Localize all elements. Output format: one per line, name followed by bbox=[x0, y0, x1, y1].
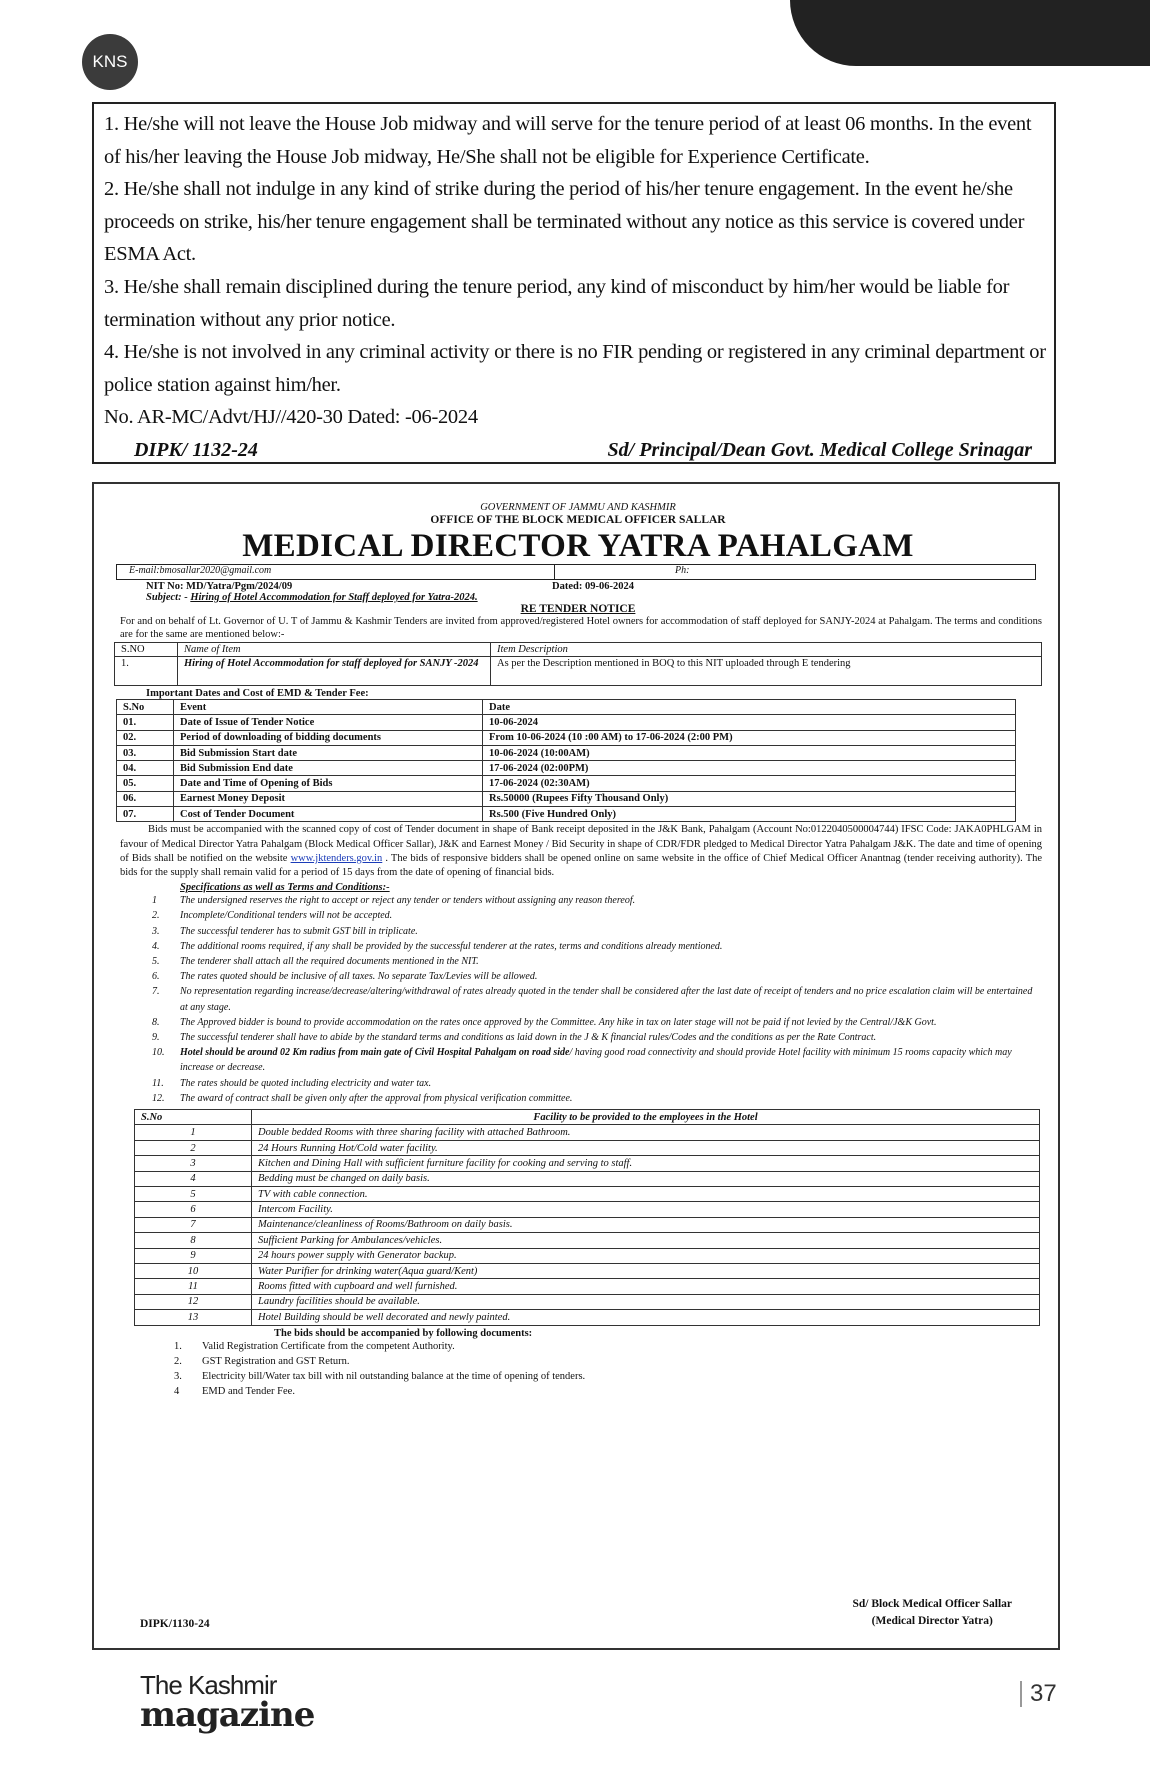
facility-sno: 11 bbox=[135, 1279, 252, 1294]
subject-line bbox=[114, 592, 1042, 603]
signature-line-2: (Medical Director Yatra) bbox=[871, 1615, 993, 1627]
bids-text-a: Bids must be accompanied with the scanned copy of cost of Tender document in shape of Bank receipt deposited in the J&K Bank, Pahalgam (Account No:0122040500004744) IFSC Code: JAKA0PHLGAM in favour of Medical Director Yatra Pahalgam (Block Medical Officer Sallar), J&K and Earnest Money / Bid Security in shape of CDR/FDR pledged to Medical Director Yatra Pahalgam J&K. The date and time of opening of Bids shall be notified on the website bbox=[120, 824, 1042, 864]
reference-line: No. AR-MC/Advt/HJ//420-30 Dated: -06-2024 bbox=[104, 406, 478, 429]
spec-text: Incomplete/Conditional tenders will not be accepted. bbox=[180, 910, 393, 922]
item-sno: 1. bbox=[115, 657, 178, 686]
dates-cell: Bid Submission End date bbox=[174, 761, 483, 776]
facility-sno: 12 bbox=[135, 1294, 252, 1309]
facility-header-sno: S.No bbox=[135, 1110, 252, 1125]
dipk-number: DIPK/ 1132-24 bbox=[134, 438, 258, 461]
facility-sno: 1 bbox=[135, 1125, 252, 1140]
government-heading: GOVERNMENT OF JAMMU AND KASHMIR bbox=[480, 502, 676, 513]
spec-number: 2. bbox=[152, 910, 160, 922]
doc-number: 3. bbox=[174, 1370, 182, 1382]
spec-text-wrap bbox=[180, 893, 635, 908]
table-row bbox=[135, 1248, 1040, 1263]
facility-desc: Kitchen and Dining Hall with sufficient furniture facility for cooking and serving to staff. bbox=[252, 1156, 1040, 1171]
dates-cell: From 10-06-2024 (10 :00 AM) to 17-06-2024 (2:00 PM) bbox=[483, 730, 1016, 745]
table-row bbox=[135, 1279, 1040, 1294]
spec-text: No representation regarding increase/decrease/altering/withdrawal of rates already quoted in the tender shall be considered after the last date of receipt of tenders and no price escalation claim will be entertained at any stage. bbox=[180, 986, 1033, 1013]
table-row bbox=[117, 745, 1016, 760]
email-text: E-mail:bmosallar2020@gmail.com bbox=[117, 565, 555, 579]
facility-sno: 3 bbox=[135, 1156, 252, 1171]
spec-item bbox=[152, 1045, 1042, 1075]
signature-line-1: Sd/ Block Medical Officer Sallar bbox=[852, 1598, 1012, 1610]
spec-text-wrap bbox=[180, 1030, 876, 1045]
doc-item bbox=[174, 1369, 1042, 1384]
item-table bbox=[114, 642, 1042, 686]
facility-sno: 4 bbox=[135, 1171, 252, 1186]
table-row bbox=[117, 730, 1016, 745]
item-header-desc: Item Description bbox=[491, 643, 1042, 657]
spec-bold-text: Hotel should be around 02 Km radius from main gate of Civil Hospital Pahalgam on road side bbox=[180, 1047, 570, 1059]
spec-text: The tenderer shall attach all the required documents mentioned in the NIT. bbox=[180, 956, 479, 967]
dates-cell: Rs.50000 (Rupees Fifty Thousand Only) bbox=[483, 791, 1016, 806]
brand-line-1: The Kashmir bbox=[140, 1670, 277, 1700]
table-row bbox=[135, 1294, 1040, 1309]
doc-number: 4 bbox=[174, 1385, 180, 1397]
tender-notice bbox=[92, 482, 1060, 1650]
dates-cell: Bid Submission Start date bbox=[174, 745, 483, 760]
facility-desc: Double bedded Rooms with three sharing facility with attached Bathroom. bbox=[252, 1125, 1040, 1140]
dates-cell: 03. bbox=[117, 745, 174, 760]
spec-item bbox=[152, 954, 1042, 969]
spec-item bbox=[152, 984, 1042, 1014]
facility-sno: 10 bbox=[135, 1263, 252, 1278]
dates-cell: 10-06-2024 bbox=[483, 715, 1016, 730]
dates-cell: 10-06-2024 (10:00AM) bbox=[483, 745, 1016, 760]
subject-text: Hiring of Hotel Accommodation for Staff deployed for Yatra-2024. bbox=[190, 592, 478, 603]
spec-number: 11. bbox=[152, 1077, 164, 1089]
spec-text: The additional rooms required, if any shall be provided by the successful tenderer at the rates, terms and conditions already mentioned. bbox=[180, 940, 723, 952]
spec-number: 5. bbox=[152, 956, 160, 967]
spec-text: The successful tenderer shall have to abide by the standard terms and conditions as laid down in the J & K financial rules/Codes and the conditions as per the Rate Contract. bbox=[180, 1032, 877, 1044]
dates-cell: 07. bbox=[117, 807, 174, 822]
page-number: 37 bbox=[1020, 1681, 1057, 1707]
doc-text: Electricity bill/Water tax bill with nil outstanding balance at the time of opening of tenders. bbox=[202, 1370, 586, 1382]
spec-number: 1 bbox=[152, 895, 157, 907]
spec-text-wrap bbox=[180, 969, 537, 984]
spec-text: The undersigned reserves the right to accept or reject any tender or tenders without assigning any reason thereof. bbox=[180, 895, 636, 907]
facility-desc: Maintenance/cleanliness of Rooms/Bathroom on daily basis. bbox=[252, 1217, 1040, 1232]
spec-text-wrap bbox=[180, 1045, 1042, 1075]
dates-cell: 04. bbox=[117, 761, 174, 776]
spec-number: 6. bbox=[152, 971, 160, 983]
table-row bbox=[117, 715, 1016, 730]
contact-bar bbox=[116, 564, 1036, 580]
spec-text-wrap bbox=[180, 954, 479, 969]
spec-text-wrap bbox=[180, 1076, 431, 1091]
item-header-name: Name of Item bbox=[178, 643, 491, 657]
doc-number: 2. bbox=[174, 1355, 182, 1367]
table-row bbox=[135, 1233, 1040, 1248]
notice-paragraph: 1. He/she will not leave the House Job midway and will serve for the tenure period of at least 06 months. In the event of his/her leaving the House Job midway, He/She shall not be eligible for Experience Certificate. bbox=[104, 113, 1032, 168]
house-job-notice bbox=[92, 102, 1056, 464]
nit-date: Dated: 09-06-2024 bbox=[552, 581, 634, 592]
spec-item bbox=[152, 1030, 1042, 1045]
spec-text: The rates should be quoted including electricity and water tax. bbox=[180, 1077, 432, 1089]
dates-heading: Important Dates and Cost of EMD & Tender Fee: bbox=[146, 688, 369, 699]
tender-dipk: DIPK/1130-24 bbox=[140, 1618, 210, 1630]
table-row bbox=[135, 1186, 1040, 1201]
item-name: Hiring of Hotel Accommodation for staff deployed for SANJY -2024 bbox=[178, 657, 491, 686]
corner-decoration bbox=[790, 0, 1150, 66]
dates-cell: 02. bbox=[117, 730, 174, 745]
doc-item bbox=[174, 1384, 1042, 1399]
dates-cell: 17-06-2024 (02:00PM) bbox=[483, 761, 1016, 776]
spec-text: The successful tenderer has to submit GST bill in triplicate. bbox=[180, 925, 418, 937]
table-row bbox=[135, 1171, 1040, 1186]
dates-header-row bbox=[117, 700, 1016, 715]
dates-cell: Date and Time of Opening of Bids bbox=[174, 776, 483, 791]
table-row bbox=[135, 1140, 1040, 1155]
table-row bbox=[135, 1202, 1040, 1217]
bids-text-b: . The bids of responsive bidders shall be opened online on same website in the office of Chief Medical Officer Anantnag (tender receiving authority). The bids for the supply shall remain valid for a period of 15 days from the date of opening of financial bids. bbox=[120, 852, 1043, 878]
spec-text-wrap bbox=[180, 1015, 936, 1030]
spec-item bbox=[152, 1091, 1042, 1106]
notice-paragraphs bbox=[104, 108, 1046, 401]
spec-item bbox=[152, 893, 1042, 908]
spec-item bbox=[152, 939, 1042, 954]
specs-heading: Specifications as well as Terms and Conditions:- bbox=[180, 882, 390, 894]
dates-cell: Cost of Tender Document bbox=[174, 807, 483, 822]
spec-text: The rates quoted should be inclusive of all taxes. No separate Tax/Levies will be allowed. bbox=[180, 971, 538, 983]
notice-paragraph: 4. He/she is not involved in any criminal activity or there is no FIR pending or registered in any criminal department or police station against him/her. bbox=[104, 341, 1046, 396]
dates-cell: Rs.500 (Five Hundred Only) bbox=[483, 807, 1016, 822]
facility-desc: Bedding must be changed on daily basis. bbox=[252, 1171, 1040, 1186]
spec-item bbox=[152, 1015, 1042, 1030]
table-row bbox=[135, 1263, 1040, 1278]
bmo-signature bbox=[853, 1596, 1013, 1630]
magazine-logo bbox=[140, 1670, 315, 1735]
facility-sno: 13 bbox=[135, 1310, 252, 1325]
dates-cell: 17-06-2024 (02:30AM) bbox=[483, 776, 1016, 791]
facility-sno: 8 bbox=[135, 1233, 252, 1248]
table-row bbox=[117, 776, 1016, 791]
spec-number: 12. bbox=[152, 1092, 165, 1104]
spec-text-wrap bbox=[180, 1091, 572, 1106]
table-row bbox=[135, 1217, 1040, 1232]
facility-desc: Intercom Facility. bbox=[252, 1202, 1040, 1217]
specs-list bbox=[114, 893, 1042, 1106]
kns-logo: KNS bbox=[82, 34, 138, 90]
spec-number: 3. bbox=[152, 925, 160, 937]
spec-number: 8. bbox=[152, 1016, 160, 1028]
spec-item bbox=[152, 969, 1042, 984]
phone-text: Ph: bbox=[675, 565, 690, 576]
item-header-sno: S.NO bbox=[115, 643, 178, 657]
facility-desc: Rooms fitted with cupboard and well furnished. bbox=[252, 1279, 1040, 1294]
nit-number: NIT No: MD/Yatra/Pgm/2024/09 bbox=[146, 581, 293, 592]
dates-cell: 01. bbox=[117, 715, 174, 730]
spec-text-wrap bbox=[180, 924, 418, 939]
facility-desc: Water Purifier for drinking water(Aqua guard/Kent) bbox=[252, 1263, 1040, 1278]
facility-desc: 24 Hours Running Hot/Cold water facility. bbox=[252, 1140, 1040, 1155]
docs-list bbox=[114, 1339, 1042, 1399]
spec-text-wrap bbox=[180, 984, 1042, 1014]
nit-row bbox=[114, 581, 1042, 592]
facility-sno: 7 bbox=[135, 1217, 252, 1232]
dates-header-cell: Event bbox=[174, 700, 483, 715]
table-row bbox=[117, 761, 1016, 776]
spec-number: 10. bbox=[152, 1047, 165, 1059]
spec-item bbox=[152, 1076, 1042, 1091]
bids-paragraph bbox=[114, 823, 1042, 880]
doc-item bbox=[174, 1354, 1042, 1369]
retender-heading: RE TENDER NOTICE bbox=[520, 603, 636, 615]
brand-line-2: magazine bbox=[140, 1695, 315, 1735]
facility-desc: 24 hours power supply with Generator backup. bbox=[252, 1248, 1040, 1263]
doc-number: 1. bbox=[174, 1340, 182, 1352]
spec-item bbox=[152, 908, 1042, 923]
spec-number: 7. bbox=[152, 986, 160, 998]
notice-signature-line bbox=[104, 434, 1046, 466]
item-desc: As per the Description mentioned in BOQ to this NIT uploaded through E tendering bbox=[491, 657, 1042, 686]
dates-cell: Earnest Money Deposit bbox=[174, 791, 483, 806]
facility-desc: Sufficient Parking for Ambulances/vehicles. bbox=[252, 1233, 1040, 1248]
dates-cell: 05. bbox=[117, 776, 174, 791]
doc-text: EMD and Tender Fee. bbox=[202, 1385, 295, 1397]
jktenders-link[interactable]: www.jktenders.gov.in bbox=[290, 852, 383, 864]
facility-sno: 9 bbox=[135, 1248, 252, 1263]
spec-text-wrap bbox=[180, 908, 392, 923]
spec-number: 9. bbox=[152, 1032, 160, 1044]
doc-item bbox=[174, 1339, 1042, 1354]
facility-desc: Laundry facilities should be available. bbox=[252, 1294, 1040, 1309]
dates-cell: 06. bbox=[117, 791, 174, 806]
spec-item bbox=[152, 924, 1042, 939]
dates-header-cell: Date bbox=[483, 700, 1016, 715]
intro-paragraph: For and on behalf of Lt. Governor of U. T of Jammu & Kashmir Tenders are invited from approved/registered Hotel owners for accommodation of staff deployed for SANJY-2024 at Pahalgam. The terms and conditions are for the same are mentioned below:- bbox=[120, 616, 1042, 640]
principal-signature: Sd/ Principal/Dean Govt. Medical College Srinagar bbox=[607, 438, 1032, 461]
subject-label: Subject: - bbox=[146, 592, 188, 603]
dates-table bbox=[116, 699, 1016, 822]
spec-text-wrap bbox=[180, 939, 722, 954]
facility-sno: 2 bbox=[135, 1140, 252, 1155]
table-row bbox=[135, 1310, 1040, 1325]
spec-number: 4. bbox=[152, 940, 160, 952]
table-row bbox=[117, 807, 1016, 822]
notice-paragraph: 3. He/she shall remain disciplined during the tenure period, any kind of misconduct by him/her would be liable for termination without any prior notice. bbox=[104, 275, 1010, 331]
tender-title: MEDICAL DIRECTOR YATRA PAHALGAM bbox=[242, 528, 914, 564]
table-row bbox=[135, 1156, 1040, 1171]
facility-header-row bbox=[135, 1110, 1040, 1125]
table-row bbox=[117, 791, 1016, 806]
dates-cell: Date of Issue of Tender Notice bbox=[174, 715, 483, 730]
dates-header-cell: S.No bbox=[117, 700, 174, 715]
docs-heading: The bids should be accompanied by following documents: bbox=[274, 1327, 533, 1339]
notice-paragraph: 2. He/she shall not indulge in any kind of strike during the period of his/her tenure engagement. In the event he/she proceeds on strike, his/her tenure engagement shall be terminated without any notice as this service is covered under ESMA Act. bbox=[104, 178, 1025, 266]
facility-table bbox=[134, 1109, 1040, 1325]
facility-header-desc: Facility to be provided to the employees in the Hotel bbox=[252, 1110, 1040, 1125]
doc-text: Valid Registration Certificate from the competent Authority. bbox=[202, 1340, 455, 1352]
facility-desc: TV with cable connection. bbox=[252, 1186, 1040, 1201]
table-row bbox=[135, 1125, 1040, 1140]
spec-text: The award of contract shall be given only after the approval from physical verification committee. bbox=[180, 1092, 573, 1104]
spec-text: / having good road connectivity and should provide Hotel facility with minimum 15 rooms capacity which may increase or decrease. bbox=[180, 1047, 1012, 1074]
spec-text: The Approved bidder is bound to provide accommodation on the rates once approved by the Committee. Any hike in tax on later stage will not be paid if not levied by the Central/J&K Govt. bbox=[180, 1016, 937, 1028]
facility-sno: 5 bbox=[135, 1186, 252, 1201]
facility-desc: Hotel Building should be well decorated and newly painted. bbox=[252, 1310, 1040, 1325]
doc-text: GST Registration and GST Return. bbox=[202, 1355, 350, 1367]
dates-cell: Period of downloading of bidding documents bbox=[174, 730, 483, 745]
office-heading: OFFICE OF THE BLOCK MEDICAL OFFICER SALLAR bbox=[430, 514, 726, 526]
facility-sno: 6 bbox=[135, 1202, 252, 1217]
